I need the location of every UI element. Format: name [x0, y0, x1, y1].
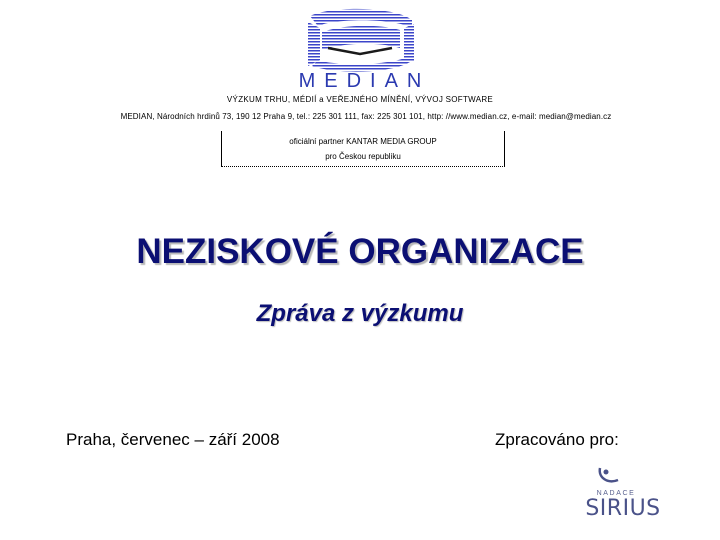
partner-line-2: pro Českou republiku	[325, 152, 401, 161]
sirius-logo-big-text: SIRIUS	[585, 496, 661, 521]
report-subtitle: Zpráva z výzkumu	[256, 300, 464, 327]
partner-box	[221, 131, 505, 167]
place-and-date: Praha, červenec – září 2008	[66, 430, 280, 449]
partner-line-1: oficiální partner KANTAR MEDIA GROUP	[289, 137, 437, 146]
company-tagline: VÝZKUM TRHU, MÉDIÍ a VEŘEJNÉHO MÍNĚNÍ, VÝVOJ SOFTWARE	[226, 95, 494, 104]
prepared-for-label: Zpracováno pro:	[495, 430, 619, 449]
company-address: MEDIAN, Národních hrdinů 73, 190 12 Praha 9, tel.: 225 301 111, fax: 225 301 101, http: //www.median.cz, e-mail: median@median.cz	[120, 112, 612, 121]
sirius-logo-small-text: NADACE	[596, 490, 636, 497]
median-logo-text: MEDIAN	[298, 70, 431, 92]
report-title: NEZISKOVÉ ORGANIZACE	[136, 232, 584, 271]
median-logo-graphic	[300, 8, 420, 72]
